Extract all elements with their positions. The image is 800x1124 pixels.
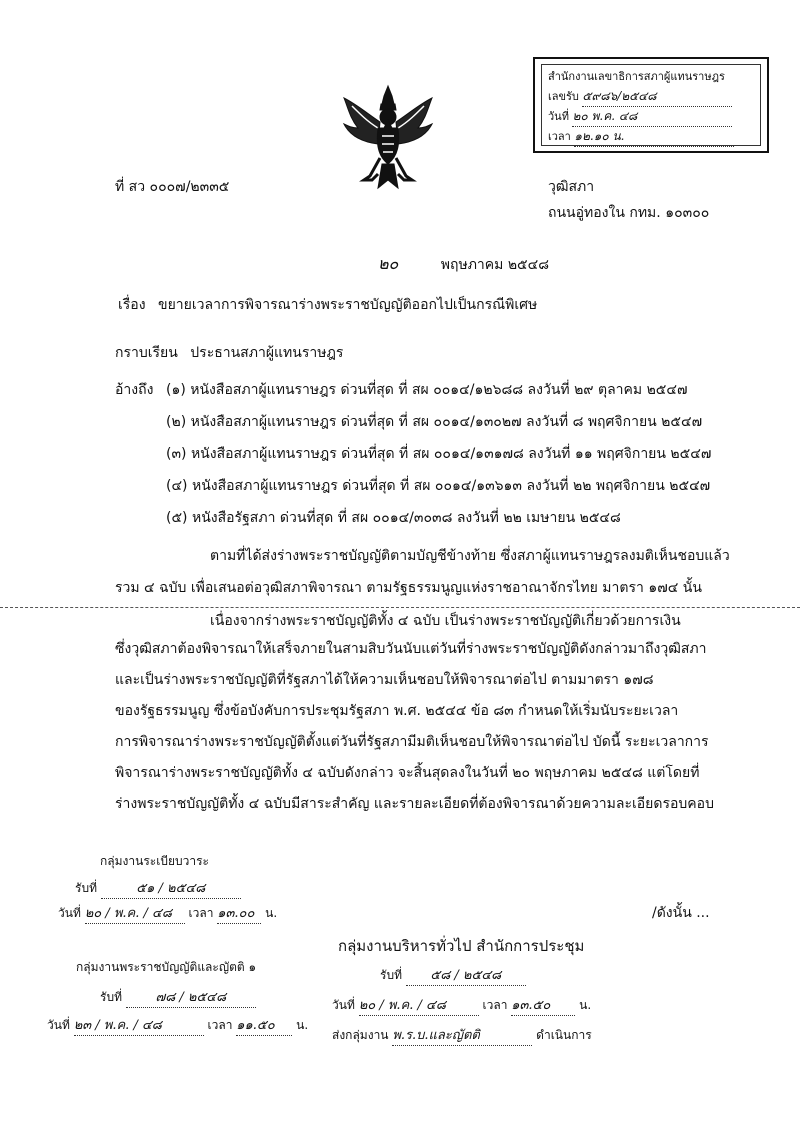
bills-stamp-datetime (47, 1014, 308, 1036)
bills-stamp-time-value: ๑๑.๕๐ (236, 1014, 292, 1036)
receipt-stamp-office: สำนักงานเลขาธิการสภาผู้แทนราษฎร (548, 70, 725, 83)
reference-item: (๑) หนังสือสภาผู้แทนราษฎร ด่วนที่สุด ที่ สผ ๐๐๑๔/๑๒๖๘๘ ลงวันที่ ๒๙ ตุลาคม ๒๕๔๗ (166, 382, 688, 398)
bills-stamp-time-unit: น. (296, 1018, 309, 1032)
admin-stamp-recv (380, 964, 526, 986)
sender-address: ถนนอู่ทองใน กทม. ๑๐๓๐๐ (548, 205, 710, 221)
body-paragraph-line: ของรัฐธรรมนูญ ซึ่งข้อบังคับการประชุมรัฐสภา พ.ศ. ๒๕๔๔ ข้อ ๘๓ กำหนดให้เริ่มนับระยะเวลา (115, 703, 679, 719)
admin-stamp-recv-label: รับที่ (380, 968, 402, 982)
registry-stamp-time-unit: น. (265, 906, 278, 920)
registry-stamp-time-value: ๑๓.๐๐ (217, 902, 261, 924)
registry-stamp-recv-label: รับที่ (75, 881, 97, 895)
admin-stamp-forward (332, 1024, 592, 1046)
receipt-stamp-date (548, 107, 732, 127)
admin-stamp-date-label: วันที่ (332, 998, 355, 1012)
bills-stamp-recv-label: รับที่ (100, 990, 122, 1004)
subject-line (118, 295, 537, 315)
admin-stamp-time-unit: น. (579, 998, 592, 1012)
body-paragraph-line: และเป็นร่างพระราชบัญญัติที่รัฐสภาได้ให้ความเห็นชอบให้พิจารณาต่อไป ตามมาตรา ๑๗๘ (115, 672, 654, 688)
admin-stamp-recv-value: ๕๘ / ๒๕๔๘ (406, 964, 526, 986)
bills-stamp-recv (100, 986, 256, 1008)
receipt-stamp-number-value: ๕๙๘๖/๒๕๔๘ (582, 87, 732, 107)
registry-stamp-recv (75, 877, 241, 899)
sender-name: วุฒิสภา (548, 179, 595, 195)
letter-date-month-year: พฤษภาคม ๒๕๔๘ (440, 257, 550, 273)
receipt-stamp-number (548, 87, 732, 107)
admin-stamp-time-value: ๑๓.๕๐ (511, 994, 575, 1016)
receipt-stamp-inner (541, 64, 761, 146)
receipt-stamp-time-value: ๑๒.๑๐ น. (574, 127, 734, 147)
registry-stamp-date-label: วันที่ (58, 906, 81, 920)
continued-marker: /ดังนั้น ... (652, 905, 710, 921)
garuda-emblem-icon (338, 84, 438, 194)
document-number: ที่ สว ๐๐๐๗/๒๓๓๕ (115, 179, 230, 195)
receipt-stamp-date-label: วันที่ (548, 110, 569, 123)
reference-item: (๓) หนังสือสภาผู้แทนราษฎร ด่วนที่สุด ที่ สผ ๐๐๑๔/๑๓๑๗๘ ลงวันที่ ๑๑ พฤศจิกายน ๒๕๔๗ (166, 446, 712, 462)
subject-label: เรื่อง (118, 297, 146, 313)
bills-stamp-date-value: ๒๓ / พ.ค. / ๔๘ (74, 1014, 204, 1036)
salutation-label: กราบเรียน (115, 345, 178, 361)
body-paragraph-line: รวม ๔ ฉบับ เพื่อเสนอต่อวุฒิสภาพิจารณา ตามรัฐธรรมนูญแห่งราชอาณาจักรไทย มาตรา ๑๗๔ นั้น (115, 580, 702, 596)
fold-line (0, 607, 800, 608)
registry-stamp-recv-value: ๕๑ / ๒๕๔๘ (101, 877, 241, 899)
receipt-stamp-date-value: ๒๐ พ.ค. ๔๘ (572, 107, 732, 127)
letter-date-day: ๒๐ (378, 254, 399, 273)
admin-stamp-forward-value: พ.ร.บ.และญัตติ (392, 1024, 532, 1046)
registry-stamp-datetime (58, 902, 277, 924)
registry-stamp-time-label: เวลา (188, 906, 214, 920)
subject-text: ขยายเวลาการพิจารณาร่างพระราชบัญญัติออกไปเป็นกรณีพิเศษ (158, 297, 538, 313)
body-paragraph-line: ซึ่งวุฒิสภาต้องพิจารณาให้เสร็จภายในสามสิบวันนับแต่วันที่ร่างพระราชบัญญัติดังกล่าวมาถึงวุฒิสภา (115, 641, 707, 657)
bills-stamp-group: กลุ่มงานพระราชบัญญัติและญัตติ ๑ (76, 960, 257, 974)
admin-stamp-forward-suffix: ดำเนินการ (536, 1028, 592, 1042)
registry-stamp-group: กลุ่มงานระเบียบวาระ (100, 854, 209, 868)
letter-date (378, 254, 549, 275)
body-paragraph-line: พิจารณาร่างพระราชบัญญัติทั้ง ๔ ฉบับดังกล่าว จะสิ้นสุดลงในวันที่ ๒๐ พฤษภาคม ๒๕๔๘ แต่โดยที่ (115, 765, 700, 781)
admin-stamp-date-value: ๒๐ / พ.ค. / ๔๘ (359, 994, 479, 1016)
reference-item: (๕) หนังสือรัฐสภา ด่วนที่สุด ที่ สผ ๐๐๑๔/๓๐๓๘ ลงวันที่ ๒๒ เมษายน ๒๕๔๘ (166, 510, 621, 526)
receipt-stamp (533, 57, 769, 153)
body-paragraph-line: ร่างพระราชบัญญัติทั้ง ๔ ฉบับมีสาระสำคัญ และรายละเอียดที่ต้องพิจารณาด้วยความละเอียดรอบคอบ (115, 796, 714, 812)
receipt-stamp-time (548, 127, 734, 147)
bills-stamp-recv-value: ๗๘ / ๒๕๔๘ (126, 986, 256, 1008)
admin-stamp-forward-label: ส่งกลุ่มงาน (332, 1028, 389, 1042)
admin-stamp-datetime (332, 994, 591, 1016)
admin-stamp-group: กลุ่มงานบริหารทั่วไป สำนักการประชุม (338, 937, 585, 955)
bills-stamp-time-label: เวลา (207, 1018, 233, 1032)
body-paragraph-line: การพิจารณาร่างพระราชบัญญัติตั้งแต่วันที่รัฐสภามีมติเห็นชอบให้พิจารณาต่อไป บัดนี้ ระยะเวลาการ (115, 734, 709, 750)
salutation-line (115, 343, 343, 363)
registry-stamp-date-value: ๒๐ / พ.ค. / ๔๘ (85, 902, 185, 924)
receipt-stamp-number-label: เลขรับ (548, 90, 579, 103)
bills-stamp-date-label: วันที่ (47, 1018, 70, 1032)
reference-item: (๒) หนังสือสภาผู้แทนราษฎร ด่วนที่สุด ที่ สผ ๐๐๑๔/๑๓๐๒๗ ลงวันที่ ๘ พฤศจิกายน ๒๕๔๗ (166, 414, 703, 430)
receipt-stamp-time-label: เวลา (548, 130, 571, 143)
body-paragraph-line: เนื่องจากร่างพระราชบัญญัติทั้ง ๔ ฉบับ เป็นร่างพระราชบัญญัติเกี่ยวด้วยการเงิน (210, 613, 681, 629)
body-paragraph-line: ตามที่ได้ส่งร่างพระราชบัญญัติตามบัญชีข้างท้าย ซึ่งสภาผู้แทนราษฎรลงมติเห็นชอบแล้ว (210, 548, 730, 564)
reference-item: (๔) หนังสือสภาผู้แทนราษฎร ด่วนที่สุด ที่ สผ ๐๐๑๔/๑๓๖๑๓ ลงวันที่ ๒๒ พฤศจิกายน ๒๕๔๗ (166, 478, 711, 494)
references-label: อ้างถึง (115, 382, 154, 398)
salutation-text: ประธานสภาผู้แทนราษฎร (190, 345, 344, 361)
admin-stamp-time-label: เวลา (482, 998, 508, 1012)
